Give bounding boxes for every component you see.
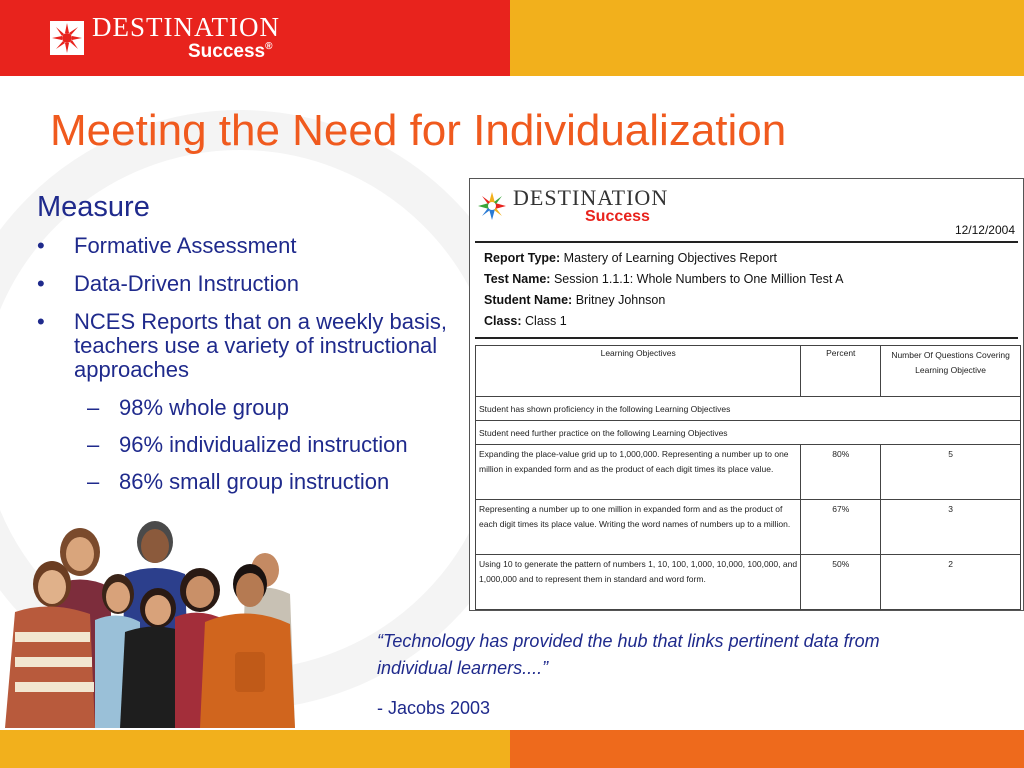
report-logo [477,187,668,225]
objective-cell: Representing a number up to one million in expanded form and as the product of each digit times its place value. Writing the word names of numbers up to a million. [476,500,801,555]
slide-title: Meeting the Need for Individualization [50,106,787,155]
field-label: Report Type: [484,251,561,265]
footer-bar-orange [510,730,1024,768]
quote-text: “Technology has provided the hub that links pertinent data from individual learners....” [377,631,880,678]
sun-logo-icon [50,21,84,55]
bullet-item [37,310,467,382]
percent-cell: 50% [801,555,881,610]
sub-bullet-glyph: – [87,395,100,420]
bullet-item [37,234,467,258]
divider [475,337,1018,339]
field-value: Britney Johnson [575,293,666,307]
percent-cell: 67% [801,500,881,555]
objective-cell: Expanding the place-value grid up to 1,000,000. Representing a number up to one million in expanded form and as the product of each digit times its place value. [476,445,801,500]
divider [475,241,1018,243]
questions-cell: 5 [881,445,1021,500]
bullet-text: Data-Driven Instruction [74,271,299,296]
report-date: 12/12/2004 [954,223,1015,237]
report-brand-name: DESTINATION [513,185,669,210]
sub-bullet-item [37,396,467,420]
sun-logo-icon [477,191,507,221]
bullet-text: NCES Reports that on a weekly basis, teachers use a variety of instructional approaches [74,309,447,382]
sub-bullet-glyph: – [87,469,100,494]
header-bar-orange [510,0,1024,76]
bullet-list [37,234,467,507]
footer-bar-yellow [0,730,510,768]
students-photo [0,512,300,728]
table-section-row [476,397,1021,421]
column-header: Learning Objectives [476,346,801,397]
sub-bullet-glyph: – [87,432,100,457]
field-value: Mastery of Learning Objectives Report [563,251,777,265]
field-label: Test Name: [484,272,551,286]
table-row [476,445,1021,500]
field-label: Class: [484,314,522,328]
field-value: Class 1 [525,314,567,328]
table-header-row [476,346,1021,397]
student-name-field [484,293,665,307]
report-image [469,178,1024,611]
brand-name: DESTINATION [92,12,280,42]
sub-bullet-item [37,433,467,457]
section-label: Student has shown proficiency in the following Learning Objectives [476,397,1021,421]
section-label: Student need further practice on the following Learning Objectives [476,421,1021,445]
report-type-field [484,251,777,265]
bullet-item [37,272,467,296]
table-row [476,500,1021,555]
field-label: Student Name: [484,293,573,307]
field-value: Session 1.1.1: Whole Numbers to One Million Test A [553,272,844,286]
sub-bullet-text: 98% whole group [119,395,290,420]
brand-mark: ® [265,41,273,52]
questions-cell: 2 [881,555,1021,610]
column-header: Number Of Questions Covering Learning Objective [881,346,1021,397]
objective-cell: Using 10 to generate the pattern of numbers 1, 10, 100, 1,000, 10,000, 100,000, and 1,000,000 and to represent them in standard and word form. [476,555,801,610]
objectives-table [475,345,1021,610]
sub-bullet-text: 96% individualized instruction [119,432,408,457]
bullet-glyph: • [37,233,45,258]
class-field [484,314,567,328]
bullet-glyph: • [37,271,45,296]
brand-logo [50,14,280,61]
sub-bullet-text: 86% small group instruction [119,469,390,494]
column-header: Percent [801,346,881,397]
section-heading: Measure [37,191,150,223]
sub-bullet-item [37,470,467,494]
quote-citation: - Jacobs 2003 [377,698,491,718]
report-brand-tagline: Success [585,208,650,225]
brand-tagline: Success [188,41,266,62]
test-name-field [484,272,843,286]
questions-cell: 3 [881,500,1021,555]
bullet-text: Formative Assessment [74,233,297,258]
percent-cell: 80% [801,445,881,500]
table-section-row [476,421,1021,445]
bullet-glyph: • [37,309,45,334]
table-row [476,555,1021,610]
